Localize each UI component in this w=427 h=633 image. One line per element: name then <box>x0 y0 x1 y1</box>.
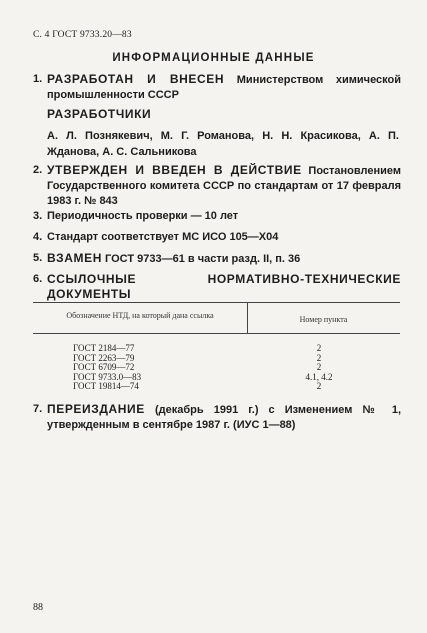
row-document: ГОСТ 6709—72 <box>73 362 135 372</box>
row-point: 2 <box>316 362 322 372</box>
info-item-7 <box>33 402 401 433</box>
item-number: 3. <box>33 210 43 222</box>
row-point: 2 <box>316 381 322 391</box>
item-number: 2. <box>33 164 43 176</box>
table-header-rule <box>33 333 400 334</box>
table-header-document: Обозначение НТД, на который дана ссылка <box>66 311 214 320</box>
row-point: 4.1, 4.2 <box>305 371 333 382</box>
info-item-3 <box>33 209 401 224</box>
page-number: 88 <box>33 602 43 613</box>
item-body <box>33 163 401 209</box>
table-body <box>33 344 400 392</box>
item-body <box>33 251 401 267</box>
item-lead: ПЕРЕИЗДАНИЕ <box>47 402 145 416</box>
item-number: 6. <box>33 273 43 285</box>
info-item-2 <box>33 163 401 209</box>
item-text: Стандарт соответствует МС ИСО 105—Х04 <box>47 231 279 243</box>
item-number: 5. <box>33 252 43 264</box>
item-body <box>33 72 401 103</box>
item-text: Периодичность проверки — 10 лет <box>47 210 239 222</box>
developers-heading: РАЗРАБОТЧИКИ <box>47 107 152 121</box>
row-document: ГОСТ 2184—77 <box>73 343 135 353</box>
item-lead: УТВЕРЖДЕН И ВВЕДЕН В ДЕЙСТВИЕ <box>47 163 302 177</box>
item-lead: РАЗРАБОТАН И ВНЕСЕН <box>47 72 225 86</box>
item-body <box>33 402 401 433</box>
table-top-rule <box>33 302 400 303</box>
info-item-4 <box>33 230 401 245</box>
row-point: 2 <box>316 352 322 363</box>
item-text: ГОСТ 9733—61 в части разд. II, п. 36 <box>105 253 301 265</box>
table-header-point: Номер пункта <box>299 315 348 324</box>
item-lead: ВЗАМЕН <box>47 251 102 265</box>
info-item-6 <box>33 272 401 302</box>
row-document: ГОСТ 9733.0—83 <box>73 371 142 382</box>
item-lead: ССЫЛОЧНЫЕ НОРМАТИВНО-ТЕХНИЧЕСКИЕ ДОКУМЕНТЫ <box>47 272 401 301</box>
item-text: Министерством химической промышленности СССР <box>47 74 401 101</box>
info-item-5 <box>33 251 401 267</box>
row-point: 2 <box>316 343 322 353</box>
item-text: (декабрь 1991 г.) с Изменением № 1, утвержденным в сентябре 1987 г. (ИУС 1—88) <box>47 404 402 431</box>
item-number: 4. <box>33 231 43 243</box>
info-item-1 <box>33 72 401 103</box>
developers-names: А. Л. Познякевич, М. Г. Романова, Н. Н. Красикова, А. П. Жданова, А. С. Сальникова <box>47 130 399 158</box>
page-title: ИНФОРМАЦИОННЫЕ ДАННЫЕ <box>112 52 315 64</box>
item-text: Постановлением Государственного комитета СССР по стандартам от 17 февраля 1983 г. № 843 <box>47 165 401 207</box>
page-header: С. 4 ГОСТ 9733.20—83 <box>33 30 132 40</box>
row-document: ГОСТ 19814—74 <box>73 381 139 391</box>
item-number: 1. <box>33 73 43 85</box>
row-document: ГОСТ 2263—79 <box>73 352 135 363</box>
item-number: 7. <box>33 403 43 415</box>
table-row <box>33 382 400 392</box>
